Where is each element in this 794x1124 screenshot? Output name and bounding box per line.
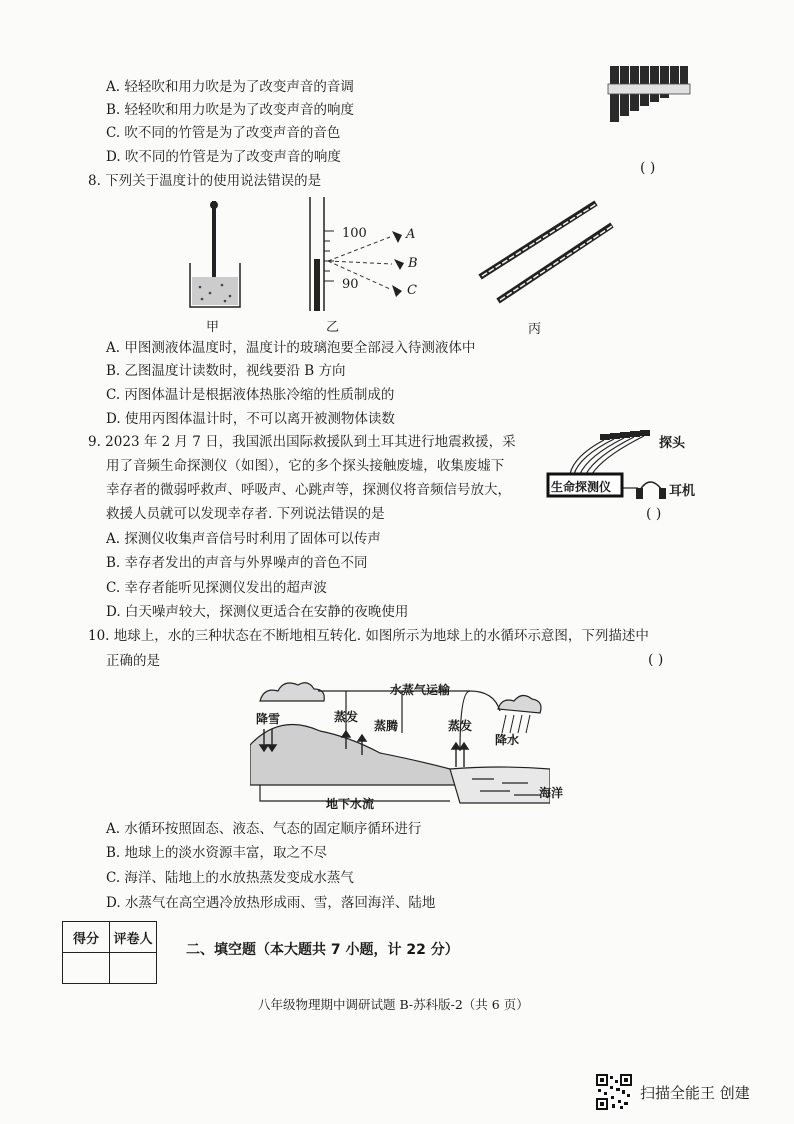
- q9-stem-line3: 幸存者的微弱呼救声、呼吸声、心跳声等，探测仪将音频信号放大，: [106, 482, 511, 498]
- q9-option-a: A. 探测仪收集声音信号时利用了固体可以传声: [106, 531, 381, 547]
- q8-option-c: C. 丙图体温计是根据液体热胀冷缩的性质制成的: [106, 387, 395, 403]
- q7-option-c: C. 吹不同的竹管是为了改变声音的音色: [106, 125, 341, 141]
- fig-label-jia: 甲: [206, 320, 220, 335]
- sight-label-c: C: [407, 283, 417, 298]
- label-evaporation-2: 蒸发: [448, 719, 473, 733]
- earphone-label: 耳机: [669, 484, 696, 499]
- q10-stem-line1: 10. 地球上，水的三种状态在不断地相互转化. 如图所示为地球上的水循环示意图，下列描述中: [88, 628, 649, 644]
- q9-stem-line4: 救援人员就可以发现幸存者. 下列说法错误的是: [106, 506, 385, 522]
- fig-label-bing: 丙: [528, 322, 542, 337]
- qr-code-icon: [596, 1074, 632, 1110]
- q7-answer-bracket: ( ): [640, 160, 656, 176]
- label-vapor-transport: 水蒸气运输: [390, 683, 451, 697]
- q10-option-d: D. 水蒸气在高空遇冷放热形成雨、雪，落回海洋、陆地: [106, 895, 436, 911]
- label-groundwater: 地下水流: [326, 797, 375, 811]
- detector-label: 生命探测仪: [551, 480, 612, 494]
- section-title: 二、填空题（本大题共 7 小题，计 22 分）: [186, 942, 459, 958]
- tick-label-90: 90: [342, 277, 359, 292]
- scanner-watermark: 扫描全能王 创建: [640, 1084, 750, 1102]
- thermometer-reading-figure: [300, 193, 440, 315]
- sight-label-a: A: [406, 227, 416, 242]
- page-footer: 八年级物理期中调研试题 B-苏科版-2（共 6 页）: [258, 997, 529, 1012]
- q8-stem: 8. 下列关于温度计的使用说法错误的是: [88, 173, 322, 189]
- label-ocean: 海洋: [539, 786, 564, 800]
- q9-stem-line1: 9. 2023 年 2 月 7 日，我国派出国际救援队到土耳其进行地震救援，采: [88, 434, 516, 450]
- grader-cell[interactable]: [110, 953, 157, 984]
- q10-option-b: B. 地球上的淡水资源丰富，取之不尽: [106, 845, 328, 861]
- label-rainfall: 降水: [495, 733, 520, 747]
- tick-label-100: 100: [342, 226, 367, 241]
- q7-option-a: A. 轻轻吹和用力吹是为了改变声音的音调: [106, 79, 354, 95]
- score-cell[interactable]: [63, 953, 110, 984]
- q9-answer-bracket: ( ): [646, 506, 662, 522]
- q10-stem-line2: 正确的是: [106, 653, 160, 669]
- q9-option-b: B. 幸存者发出的声音与外界噪声的音色不同: [106, 555, 368, 571]
- score-table: [62, 921, 157, 984]
- grader-label: 评卷人: [110, 922, 157, 953]
- fig-label-yi: 乙: [326, 320, 340, 335]
- probe-label: 探头: [659, 436, 686, 451]
- q7-option-b: B. 轻轻吹和用力吹是为了改变声音的响度: [106, 102, 355, 118]
- score-label: 得分: [63, 922, 110, 953]
- q8-option-b: B. 乙图温度计读数时，视线要沿 B 方向: [106, 363, 346, 379]
- q9-stem-line2: 用了音频生命探测仪（如图），它的多个探头接触废墟，收集废墟下: [106, 458, 505, 474]
- q10-option-a: A. 水循环按照固态、液态、气态的固定顺序循环进行: [106, 821, 422, 837]
- pan-flute-figure: [604, 62, 704, 132]
- label-snow: 降雪: [256, 712, 281, 726]
- thermometer-beaker-figure: [180, 195, 260, 313]
- label-transpiration: 蒸腾: [374, 719, 399, 733]
- q8-option-a: A. 甲图测液体温度时，温度计的玻璃泡要全部浸入待测液体中: [106, 340, 476, 356]
- q7-option-d: D. 吹不同的竹管是为了改变声音的响度: [106, 149, 341, 165]
- q8-option-d: D. 使用丙图体温计时，不可以离开被测物体读数: [106, 411, 395, 427]
- q10-option-c: C. 海洋、陆地上的水放热蒸发变成水蒸气: [106, 870, 354, 886]
- clinical-thermometer-figure: [474, 195, 624, 307]
- q9-option-d: D. 白天噪声较大，探测仪更适合在安静的夜晚使用: [106, 604, 409, 620]
- label-evaporation-1: 蒸发: [334, 710, 359, 724]
- q9-option-c: C. 幸存者能听见探测仪发出的超声波: [106, 580, 327, 596]
- sight-label-b: B: [408, 256, 418, 271]
- q10-answer-bracket: ( ): [648, 652, 664, 668]
